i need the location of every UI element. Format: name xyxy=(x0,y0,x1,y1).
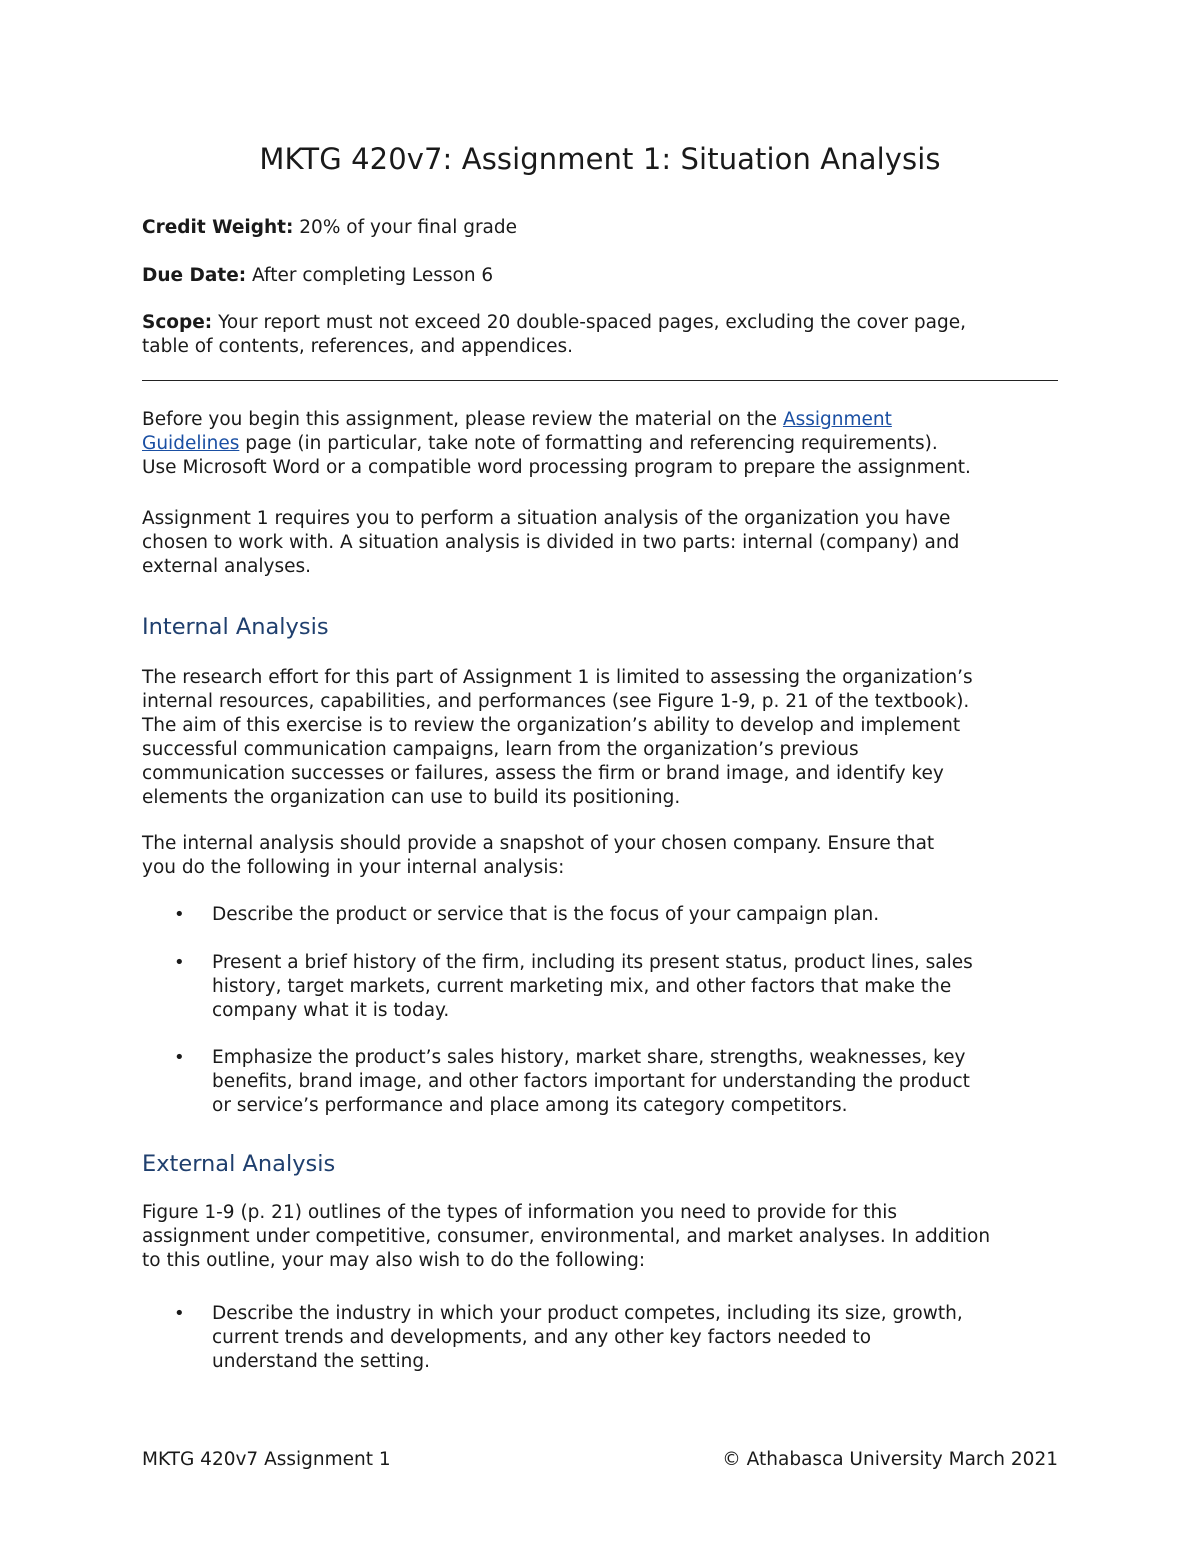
intro-paragraph xyxy=(142,408,1058,480)
external-paragraph-1 xyxy=(142,1201,1058,1273)
text-line: The research effort for this part of Assignment 1 is limited to assessing the organization’s xyxy=(142,667,973,688)
internal-analysis-heading: Internal Analysis xyxy=(142,614,329,640)
page-title: MKTG 420v7: Assignment 1: Situation Analysis xyxy=(259,142,941,176)
text-line: current trends and developments, and any other key factors needed to xyxy=(212,1327,872,1348)
intro-line-1: Before you begin this assignment, please review the material on the xyxy=(142,409,783,430)
bullet-icon: • xyxy=(174,1303,185,1324)
list-item-text xyxy=(212,951,1042,1023)
text-line: The internal analysis should provide a snapshot of your chosen company. Ensure that xyxy=(142,833,935,854)
assignment-guidelines-link-part-1[interactable]: Assignment xyxy=(782,409,892,430)
text-line: Describe the product or service that is the focus of your campaign plan. xyxy=(212,904,880,925)
bullet-icon: • xyxy=(174,904,185,925)
credit-weight xyxy=(142,216,1058,240)
text-line: Emphasize the product’s sales history, market share, strengths, weaknesses, key xyxy=(212,1047,966,1068)
text-line: you do the following in your internal analysis: xyxy=(142,857,565,878)
scope-label: Scope: xyxy=(142,312,213,333)
footer-course: MKTG 420v7 Assignment 1 xyxy=(142,1449,391,1470)
external-analysis-heading: External Analysis xyxy=(142,1151,336,1177)
credit-weight-value: 20% of your final grade xyxy=(293,217,518,238)
text-line: The aim of this exercise is to review the organization’s ability to develop and implement xyxy=(142,715,961,736)
internal-paragraph-1 xyxy=(142,666,1058,810)
bullet-icon: • xyxy=(174,952,185,973)
document-page xyxy=(142,0,1058,1553)
text-line: or service’s performance and place among its category competitors. xyxy=(212,1095,848,1116)
overview-line: Assignment 1 requires you to perform a situation analysis of the organization you have xyxy=(142,508,951,529)
text-line: understand the setting. xyxy=(212,1351,431,1372)
credit-weight-label: Credit Weight: xyxy=(142,217,294,238)
text-line: to this outline, your may also wish to do the following: xyxy=(142,1250,646,1271)
scope-value-line-1: Your report must not exceed 20 double-spaced pages, excluding the cover page, xyxy=(212,312,967,333)
list-item-text xyxy=(212,1046,1042,1118)
text-line: Figure 1-9 (p. 21) outlines of the types of information you need to provide for this xyxy=(142,1202,898,1223)
scope-value-line-2: table of contents, references, and appendices. xyxy=(142,336,573,357)
horizontal-divider xyxy=(142,380,1058,381)
scope xyxy=(142,311,1058,359)
list-item-text xyxy=(212,1302,1042,1374)
intro-line-3: Use Microsoft Word or a compatible word processing program to prepare the assignment. xyxy=(142,457,971,478)
text-line: Describe the industry in which your product competes, including its size, growth, xyxy=(212,1303,963,1324)
overview-line: external analyses. xyxy=(142,556,312,577)
intro-line-2: page (in particular, take note of formatting and referencing requirements). xyxy=(239,433,938,454)
overview-paragraph xyxy=(142,507,1058,579)
text-line: elements the organization can use to build its positioning. xyxy=(142,787,681,808)
text-line: internal resources, capabilities, and performances (see Figure 1-9, p. 21 of the textbook). xyxy=(142,691,970,712)
overview-line: chosen to work with. A situation analysis is divided in two parts: internal (company) and xyxy=(142,532,960,553)
text-line: benefits, brand image, and other factors important for understanding the product xyxy=(212,1071,970,1092)
text-line: Present a brief history of the firm, including its present status, product lines, sales xyxy=(212,952,973,973)
bullet-icon: • xyxy=(174,1047,185,1068)
due-date-value: After completing Lesson 6 xyxy=(246,265,494,286)
text-line: company what it is today. xyxy=(212,1000,450,1021)
internal-paragraph-2 xyxy=(142,832,1058,880)
text-line: communication successes or failures, assess the firm or brand image, and identify key xyxy=(142,763,944,784)
due-date-label: Due Date: xyxy=(142,265,247,286)
text-line: successful communication campaigns, learn from the organization’s previous xyxy=(142,739,859,760)
footer-copyright: © Athabasca University March 2021 xyxy=(722,1449,1058,1470)
text-line: assignment under competitive, consumer, environmental, and market analyses. In addition xyxy=(142,1226,991,1247)
text-line: history, target markets, current marketing mix, and other factors that make the xyxy=(212,976,952,997)
due-date xyxy=(142,264,1058,288)
list-item-text xyxy=(212,903,1042,927)
assignment-guidelines-link-part-2[interactable]: Guidelines xyxy=(142,433,240,454)
